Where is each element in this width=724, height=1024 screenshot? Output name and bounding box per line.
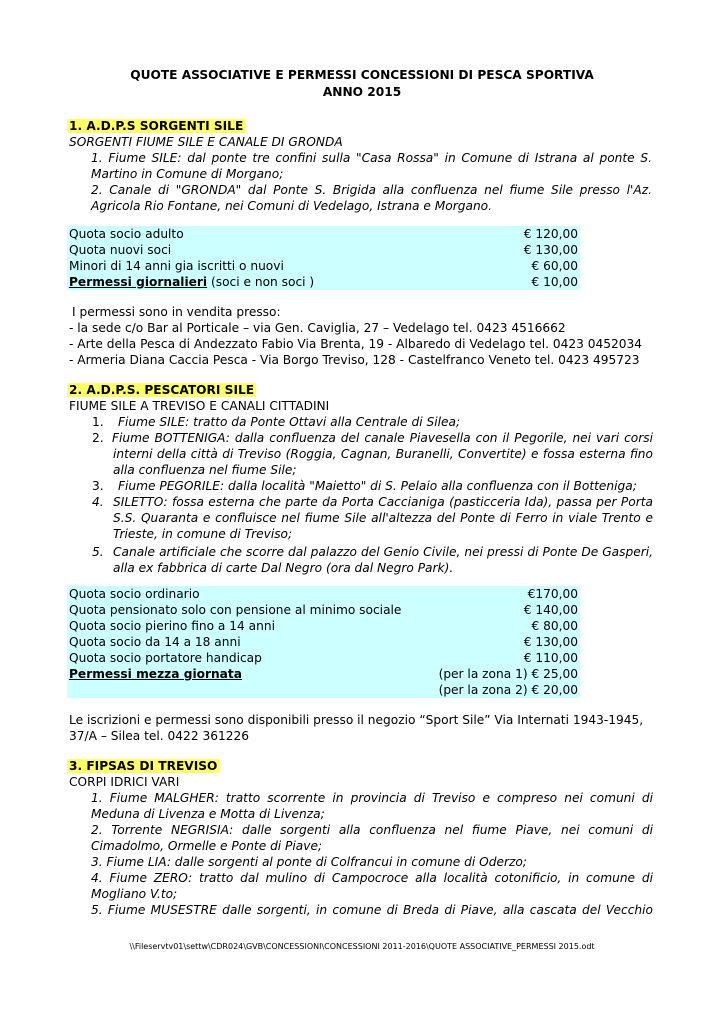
section2-subheading: FIUME SILE A TREVISO E CANALI CITTADINI <box>69 399 330 413</box>
fee-row <box>69 258 578 274</box>
section1-item-2-line1: 2. Canale di "GRONDA" dal Ponte S. Brigida alla confluenza nel fiume Sile presso l'Az. <box>91 183 652 197</box>
section1-subheading: SORGENTI FIUME SILE E CANALE DI GRONDA <box>69 135 343 149</box>
fee-value: € 140,00 <box>523 603 578 617</box>
fee-label: Quota socio pierino fino a 14 anni <box>69 619 275 633</box>
fee-row <box>69 682 578 698</box>
fee-label: Quota socio ordinario <box>69 587 200 601</box>
list-item: Fiume BOTTENIGA: dalla confluenza del canale Piavesella con il Pegorile, nei vari corsi <box>112 431 653 445</box>
sales-point: - la sede c/o Bar al Porticale – via Gen. Caviglia, 27 – Vedelago tel. 0423 4516662 <box>69 321 566 335</box>
fee-value: € 110,00 <box>523 651 578 665</box>
fee-row <box>69 586 578 602</box>
section1-item-1-line1: 1. Fiume SILE: dal ponte tre confini sulla "Casa Rossa" in Comune di Istrana al ponte S. <box>91 151 652 165</box>
section2-heading: 2. A.D.P.S. PESCATORI SILE <box>69 383 255 397</box>
list-number: 4. <box>92 495 104 509</box>
list-number: 2. <box>92 431 104 445</box>
list-item: alla ex fabbrica di carte Dal Negro (ora dal Negro Park). <box>113 561 454 575</box>
section3-item-line: 5. Fiume MUSESTRE dalle sorgenti, in comune di Breda di Piave, alla cascata del Vecchio <box>91 903 653 917</box>
section1-heading: 1. A.D.P.S SORGENTI SILE <box>69 119 244 133</box>
fee-label: Minori di 14 anni gia iscritti o nuovi <box>69 259 284 273</box>
list-item: Fiume PEGORILE: dalla località "Maietto" di S. Pelaio alla confluenza con il Botteniga; <box>118 479 637 493</box>
fee-value: (per la zona 2) € 20,00 <box>438 683 578 697</box>
fee-label <box>69 274 314 290</box>
list-item: Fiume SILE: tratto da Ponte Ottavi alla Centrale di Silea; <box>118 415 461 429</box>
section3-item-line: 4. Fiume ZERO: tratto dal mulino di Campocroce alla località cotonificio, in comune di <box>91 871 653 885</box>
fee-row <box>69 650 578 666</box>
fee-row <box>69 274 578 290</box>
section2-info-line2: 37/A – Silea tel. 0422 361226 <box>69 729 249 743</box>
document-title-line1: QUOTE ASSOCIATIVE E PERMESSI CONCESSIONI DI PESCA SPORTIVA <box>130 68 594 82</box>
sales-point: - Armeria Diana Caccia Pesca - Via Borgo Treviso, 128 - Castelfranco Veneto tel. 0423 495723 <box>69 353 640 367</box>
section3-item-line: Meduna di Livenza e Motta di Livenza; <box>91 807 325 821</box>
section3-heading: 3. FIPSAS DI TREVISO <box>69 759 218 773</box>
fee-label-bold: Permessi giornalieri <box>69 275 208 289</box>
fee-label-rest: (soci e non soci ) <box>207 275 315 289</box>
section1-item-2-line2: Agricola Rio Fontane, nei Comuni di Vedelago, Istrana e Morgano. <box>91 199 493 213</box>
fee-row <box>69 226 578 242</box>
sales-intro: I permessi sono in vendita presso: <box>72 305 281 319</box>
fee-value: (per la zona 1) € 25,00 <box>438 667 578 681</box>
fee-row <box>69 242 578 258</box>
section2-info-line1: Le iscrizioni e permessi sono disponibili presso il negozio “Sport Sile” Via Internati 1943-1945, <box>69 713 644 727</box>
fee-label-bold: Permessi mezza giornata <box>69 667 242 681</box>
list-number: 5. <box>92 545 104 559</box>
fee-row <box>69 634 578 650</box>
fee-value: €170,00 <box>527 587 578 601</box>
fee-label: Quota socio da 14 a 18 anni <box>69 635 241 649</box>
fee-value: € 80,00 <box>531 619 578 633</box>
fee-value: € 130,00 <box>523 635 578 649</box>
section3-subheading: CORPI IDRICI VARI <box>69 775 180 789</box>
list-number: 3. <box>92 479 104 493</box>
fee-row <box>69 602 578 618</box>
fee-value: € 120,00 <box>523 227 578 241</box>
list-item: Canale artificiale che scorre dal palazzo del Genio Civile, nei pressi di Ponte De Gasperi, <box>113 545 653 559</box>
list-item: S.S. Quaranta e confluisce nel fiume Sile all'altezza del Ponte di Ferro in viale Trento e <box>113 511 653 525</box>
fee-value: € 60,00 <box>531 259 578 273</box>
fee-label: Quota socio portatore handicap <box>69 651 262 665</box>
file-path-footer: \\Fileservtv01\settw\CDR024\GVB\CONCESSIONI\CONCESSIONI 2011-2016\QUOTE ASSOCIATIVE_PERMESSI 2015.odt <box>129 942 595 951</box>
list-item: SILETTO: fossa esterna che parte da Porta Caccianiga (pasticceria Ida), passa per Porta <box>113 495 653 509</box>
section3-item-line: 3. Fiume LIA: dalle sorgenti al ponte di Colfrancui in comune di Oderzo; <box>91 855 527 869</box>
fee-label: Quota socio adulto <box>69 227 184 241</box>
list-item: interni della città di Treviso (Roggia, Cagnan, Buranelli, Convertite) e fossa esterna fino <box>113 447 653 461</box>
section3-item-line: Mogliano V.to; <box>91 887 178 901</box>
section3-item-line: Cimadolmo, Ormelle e Ponte di Piave; <box>91 839 323 853</box>
list-number: 1. <box>92 415 104 429</box>
fee-value: € 10,00 <box>531 275 578 289</box>
section3-item-line: 2. Torrente NEGRISIA: dalle sorgenti alla confluenza nel fiume Piave, nei comuni di <box>91 823 653 837</box>
list-item: Trieste, in comune di Treviso; <box>113 527 293 541</box>
fee-value: € 130,00 <box>523 243 578 257</box>
fee-row <box>69 666 578 682</box>
sales-point: - Arte della Pesca di Andezzato Fabio Via Brenta, 19 - Albaredo di Vedelago tel. 0423 0452034 <box>69 337 643 351</box>
section3-item-line: 1. Fiume MALGHER: tratto scorrente in provincia di Treviso e compreso nei comuni di <box>91 791 653 805</box>
fee-label: Quota pensionato solo con pensione al minimo sociale <box>69 603 402 617</box>
fee-label: Quota nuovi soci <box>69 243 172 257</box>
document-title-line2: ANNO 2015 <box>322 85 402 99</box>
fee-row <box>69 618 578 634</box>
section1-item-1-line2: Martino in Comune di Morgano; <box>91 167 284 181</box>
list-item: alla confluenza nel fiume Sile; <box>113 463 297 477</box>
